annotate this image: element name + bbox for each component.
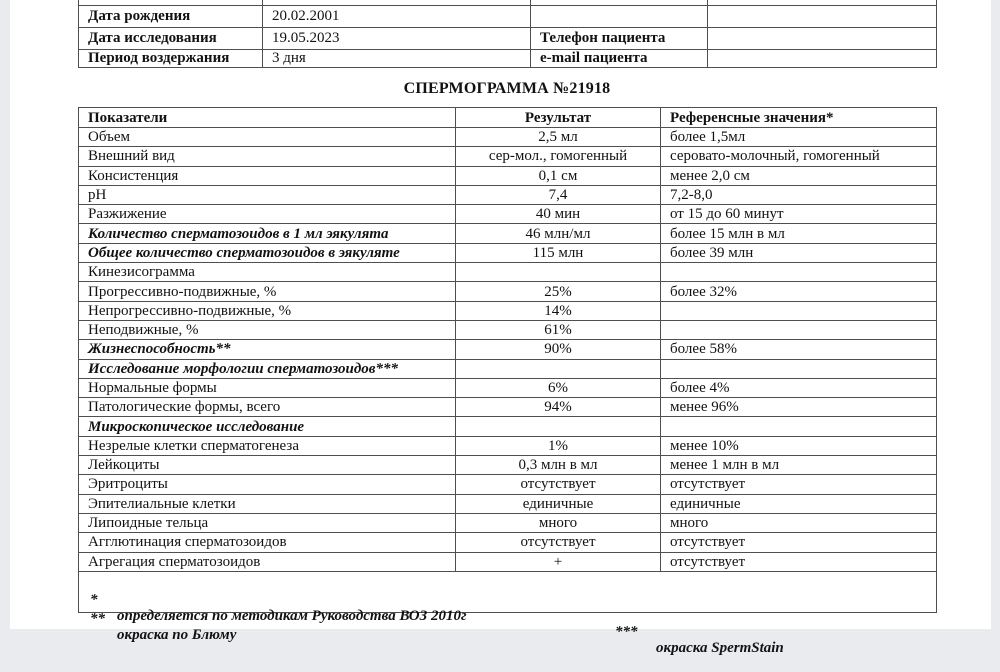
indicator-cell: Внешний вид	[79, 147, 456, 166]
report-row	[79, 533, 937, 552]
reference-cell: отсутствует	[661, 475, 937, 494]
reference-cell: много	[661, 513, 937, 532]
reference-cell	[661, 301, 937, 320]
result-cell: 94%	[456, 398, 661, 417]
patient-field-value	[708, 28, 937, 50]
reference-cell: серовато-молочный, гомогенный	[661, 147, 937, 166]
result-cell: 0,3 млн в мл	[456, 456, 661, 475]
indicator-cell: Микроскопическое исследование	[79, 417, 456, 436]
indicator-cell: Эпителиальные клетки	[79, 494, 456, 513]
indicator-cell: Прогрессивно-подвижные, %	[79, 282, 456, 301]
result-cell: 14%	[456, 301, 661, 320]
result-cell: единичные	[456, 494, 661, 513]
report-row	[79, 185, 937, 204]
header-result: Результат	[456, 108, 661, 128]
result-cell: много	[456, 513, 661, 532]
header-reference-values: Референсные значения*	[661, 108, 937, 128]
indicator-cell: Агрегация сперматозоидов	[79, 552, 456, 571]
patient-field-label: Телефон пациента	[531, 28, 708, 50]
indicator-cell: Неподвижные, %	[79, 320, 456, 339]
report-row	[79, 359, 937, 378]
page-title: СПЕРМОГРАММА №21918	[403, 80, 611, 97]
indicator-cell: Патологические формы, всего	[79, 398, 456, 417]
indicator-cell: Лейкоциты	[79, 456, 456, 475]
result-cell: 40 мин	[456, 205, 661, 224]
result-cell: 2,5 мл	[456, 128, 661, 147]
result-cell	[456, 417, 661, 436]
indicator-cell: pH	[79, 185, 456, 204]
indicator-cell: Объем	[79, 128, 456, 147]
result-cell: 25%	[456, 282, 661, 301]
reference-cell	[661, 359, 937, 378]
footnotes-cell	[79, 571, 937, 656]
reference-cell: менее 10%	[661, 436, 937, 455]
reference-cell: единичные	[661, 494, 937, 513]
patient-field-label: Период воздержания	[79, 50, 263, 68]
indicator-cell: Непрогрессивно-подвижные, %	[79, 301, 456, 320]
indicator-cell: Разжижение	[79, 205, 456, 224]
footnote-star-1: *	[90, 591, 98, 608]
report-row	[79, 494, 937, 513]
report-row	[79, 398, 937, 417]
patient-row	[79, 28, 937, 50]
result-cell: +	[456, 552, 661, 571]
reference-cell: более 39 млн	[661, 243, 937, 262]
indicator-cell: Незрелые клетки сперматогенеза	[79, 436, 456, 455]
indicator-cell: Исследование морфологии сперматозоидов***	[79, 359, 456, 378]
reference-cell: 7,2-8,0	[661, 185, 937, 204]
result-cell: 6%	[456, 378, 661, 397]
result-cell: 46 млн/мл	[456, 224, 661, 243]
report-header-row	[79, 108, 937, 128]
patient-field-value: 20.02.2001	[263, 6, 531, 28]
report-row	[79, 475, 937, 494]
result-cell: 115 млн	[456, 243, 661, 262]
patient-field-value: 19.05.2023	[263, 28, 531, 50]
result-cell: отсутствует	[456, 475, 661, 494]
reference-cell: более 1,5мл	[661, 128, 937, 147]
indicator-cell: Количество сперматозоидов в 1 мл эякулята	[79, 224, 456, 243]
reference-cell	[661, 320, 937, 339]
report-row	[79, 436, 937, 455]
report-row	[79, 263, 937, 282]
indicator-cell: Жизнеспособность**	[79, 340, 456, 359]
footnote-text-3: окраска SpermStain	[656, 639, 784, 656]
patient-field-label	[531, 6, 708, 28]
reference-cell: менее 1 млн в мл	[661, 456, 937, 475]
report-row	[79, 128, 937, 147]
result-cell: сер-мол., гомогенный	[456, 147, 661, 166]
report-row	[79, 552, 937, 571]
report-row	[79, 166, 937, 185]
result-cell: 1%	[456, 436, 661, 455]
report-row	[79, 320, 937, 339]
patient-field-label: Дата рождения	[79, 6, 263, 28]
report-row	[79, 301, 937, 320]
footnote-text-1: определяется по методикам Руководства ВОЗ 2010г	[117, 607, 467, 624]
reference-cell: отсутствует	[661, 533, 937, 552]
indicator-cell: Эритроциты	[79, 475, 456, 494]
reference-cell: отсутствует	[661, 552, 937, 571]
reference-cell: более 58%	[661, 340, 937, 359]
patient-field-value: 3 дня	[263, 50, 531, 68]
reference-cell: более 4%	[661, 378, 937, 397]
patient-info-table	[78, 0, 936, 66]
indicator-cell: Липоидные тельца	[79, 513, 456, 532]
report-row	[79, 417, 937, 436]
report-row	[79, 147, 937, 166]
patient-row	[79, 6, 937, 28]
report-row	[79, 243, 937, 262]
indicator-cell: Агглютинация сперматозоидов	[79, 533, 456, 552]
indicator-cell: Нормальные формы	[79, 378, 456, 397]
result-cell: отсутствует	[456, 533, 661, 552]
result-cell: 90%	[456, 340, 661, 359]
patient-field-value	[708, 6, 937, 28]
result-cell	[456, 359, 661, 378]
result-cell	[456, 263, 661, 282]
patient-field-value	[708, 50, 937, 68]
indicator-cell: Консистенция	[79, 166, 456, 185]
reference-cell: менее 2,0 см	[661, 166, 937, 185]
reference-cell: более 15 млн в мл	[661, 224, 937, 243]
indicator-cell: Кинезисограмма	[79, 263, 456, 282]
reference-cell	[661, 263, 937, 282]
patient-row	[79, 50, 937, 68]
report-row	[79, 378, 937, 397]
reference-cell: менее 96%	[661, 398, 937, 417]
reference-cell: более 32%	[661, 282, 937, 301]
report-row	[79, 224, 937, 243]
footnote-line-2	[79, 595, 936, 659]
footnote-text-2: окраска по Блюму	[117, 626, 237, 643]
result-cell: 7,4	[456, 185, 661, 204]
patient-field-label: Дата исследования	[79, 28, 263, 50]
indicator-cell: Общее количество сперматозоидов в эякуляте	[79, 243, 456, 262]
result-cell: 0,1 см	[456, 166, 661, 185]
report-row	[79, 340, 937, 359]
footnote-star-2: **	[90, 610, 105, 627]
result-cell: 61%	[456, 320, 661, 339]
footnote-star-3: ***	[615, 623, 638, 640]
report-row	[79, 205, 937, 224]
header-indicators: Показатели	[79, 108, 456, 128]
reference-cell	[661, 417, 937, 436]
report-row	[79, 282, 937, 301]
footnotes-row	[79, 571, 937, 612]
reference-cell: от 15 до 60 минут	[661, 205, 937, 224]
document-page	[10, 0, 991, 656]
report-row	[79, 456, 937, 475]
patient-field-label: e-mail пациента	[531, 50, 708, 68]
report-row	[79, 513, 937, 532]
report-table	[78, 107, 937, 656]
